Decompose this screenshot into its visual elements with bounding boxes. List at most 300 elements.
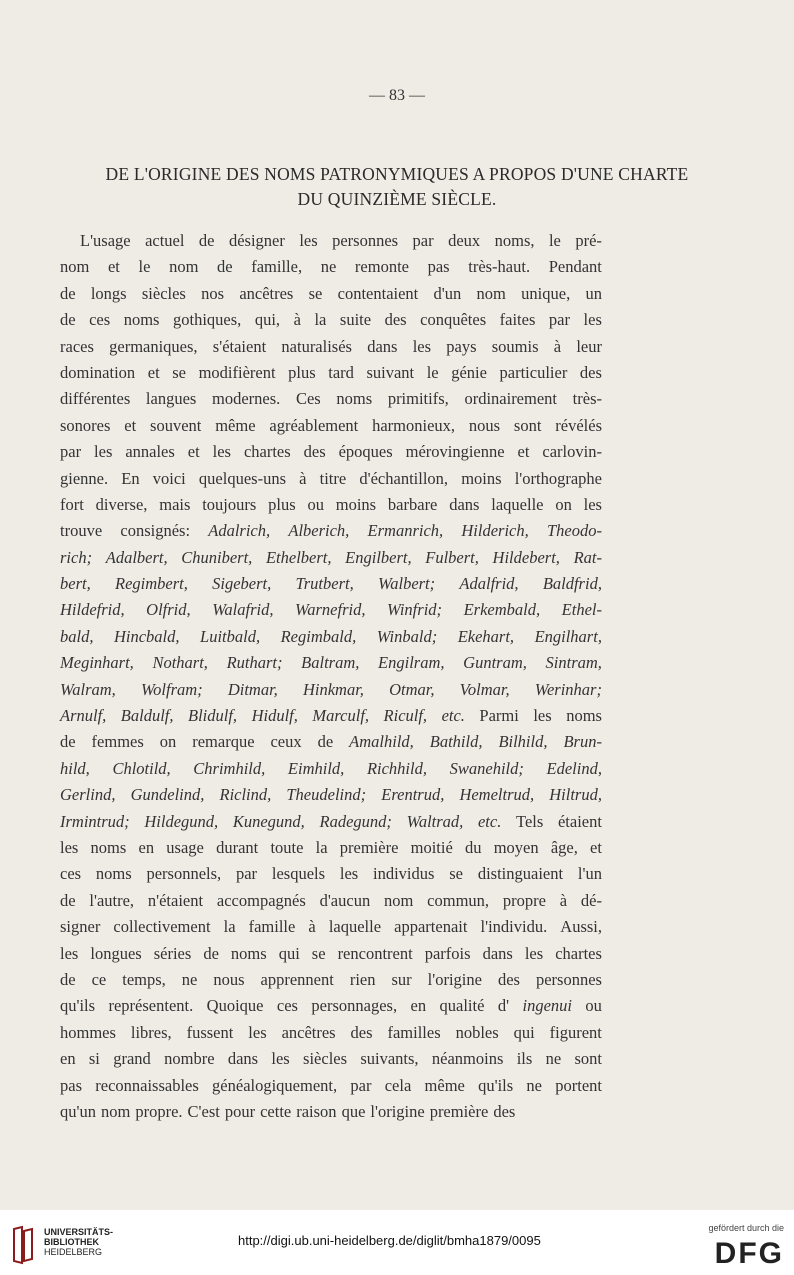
text-word: modernes. bbox=[212, 389, 281, 409]
text-word: on bbox=[555, 494, 572, 514]
text-word: de bbox=[203, 943, 219, 963]
text-word: à bbox=[293, 310, 301, 330]
text-word: et bbox=[187, 442, 200, 462]
text-word: Ditmar, bbox=[227, 679, 278, 699]
text-word: révélés bbox=[555, 415, 602, 435]
text-word: Brun- bbox=[563, 732, 602, 752]
text-word: Irmintrud; bbox=[60, 811, 130, 831]
text-word: Guntram, bbox=[463, 653, 527, 673]
text-word: longues bbox=[90, 943, 142, 963]
text-word: dans bbox=[367, 336, 398, 356]
text-word: propre bbox=[502, 890, 546, 910]
text-word: individus bbox=[373, 864, 435, 884]
text-word: qu'ils bbox=[60, 996, 96, 1016]
text-word: siècles bbox=[141, 283, 186, 303]
text-word: ou bbox=[307, 494, 324, 514]
text-word: Werinhar; bbox=[534, 679, 602, 699]
text-word: qui, bbox=[254, 310, 281, 330]
text-line bbox=[60, 307, 602, 333]
text-line bbox=[60, 941, 602, 967]
text-word: hommes bbox=[60, 1022, 116, 1042]
text-word: domination bbox=[60, 362, 136, 382]
text-word: Alberich, bbox=[288, 521, 350, 541]
text-word: Engilbert, bbox=[345, 547, 412, 567]
text-line bbox=[60, 466, 602, 492]
text-word: Gerlind, bbox=[60, 785, 116, 805]
text-line bbox=[60, 835, 602, 861]
library-name-line-2: BIBLIOTHEK bbox=[44, 1237, 99, 1247]
text-word: les bbox=[299, 231, 318, 250]
text-word: Olfrid, bbox=[146, 600, 191, 620]
text-word: même bbox=[424, 1075, 465, 1095]
text-word: ne bbox=[545, 1049, 562, 1069]
text-word: unique, bbox=[521, 283, 571, 303]
text-word: titre bbox=[319, 468, 347, 488]
text-word: Hincbald, bbox=[113, 626, 180, 646]
text-word: d'aucun bbox=[319, 890, 371, 910]
text-line bbox=[60, 545, 602, 571]
text-word: de bbox=[317, 732, 334, 752]
text-word: et bbox=[107, 257, 120, 277]
text-line bbox=[60, 360, 602, 386]
text-word: les bbox=[212, 442, 231, 462]
text-word: hild, bbox=[60, 758, 90, 778]
text-word: d'échantillon, bbox=[359, 468, 449, 488]
text-word: séries bbox=[153, 943, 192, 963]
text-word: noms bbox=[95, 864, 132, 884]
text-word: de bbox=[198, 231, 215, 250]
text-word: modifièrent bbox=[198, 362, 276, 382]
text-word: s'étaient bbox=[212, 336, 267, 356]
text-word: nombre bbox=[164, 1049, 215, 1069]
text-word: Chrimhild, bbox=[193, 758, 266, 778]
text-word: Hiltrud, bbox=[549, 785, 602, 805]
text-word: propre. bbox=[135, 1101, 183, 1121]
text-word: Winfrid; bbox=[387, 600, 443, 620]
source-url-link[interactable]: http://digi.ub.uni-heidelberg.de/diglit/bmha1879/0095 bbox=[238, 1233, 541, 1248]
text-word: bert, bbox=[60, 574, 91, 594]
text-word: consignés: bbox=[120, 521, 191, 541]
text-word: Adalrich, bbox=[208, 521, 271, 541]
text-word: Engilhart, bbox=[534, 626, 602, 646]
text-line bbox=[60, 782, 602, 808]
text-word: les bbox=[248, 1022, 267, 1042]
text-word: L'usage bbox=[80, 231, 131, 250]
title-line-2: DU QUINZIÈME SIÈCLE. bbox=[297, 189, 497, 209]
text-word: tard bbox=[328, 362, 354, 382]
text-word: portent bbox=[555, 1075, 602, 1095]
text-word: remonte bbox=[354, 257, 409, 277]
text-word: personnes bbox=[535, 969, 602, 989]
text-word: Hildegund, bbox=[144, 811, 219, 831]
text-word: moitié bbox=[410, 837, 453, 857]
text-word: se bbox=[172, 362, 186, 382]
text-word: Rat- bbox=[573, 547, 602, 567]
text-line bbox=[60, 1046, 602, 1072]
text-word: ces bbox=[60, 864, 82, 884]
text-word: des bbox=[493, 1101, 516, 1121]
text-word: des bbox=[303, 442, 326, 462]
text-word: noms bbox=[90, 837, 127, 857]
text-word: distinguaient bbox=[477, 864, 564, 884]
text-word: Baldulf, bbox=[120, 706, 174, 726]
text-word: laquelle bbox=[491, 494, 544, 514]
text-word: d'un bbox=[433, 283, 462, 303]
text-line bbox=[60, 518, 602, 544]
text-word: se bbox=[449, 864, 464, 884]
university-library-logo-icon bbox=[10, 1225, 36, 1265]
text-word: cette bbox=[260, 1101, 292, 1121]
text-word: qu'ils bbox=[478, 1075, 514, 1095]
text-word: dans bbox=[449, 494, 480, 514]
text-word: longs bbox=[90, 283, 127, 303]
text-word: Baltram, bbox=[301, 653, 360, 673]
text-word: et bbox=[147, 362, 160, 382]
text-word: désigner bbox=[228, 231, 285, 250]
text-word: noms, bbox=[494, 231, 535, 250]
text-word: nos bbox=[201, 283, 225, 303]
text-word: mais bbox=[159, 494, 191, 514]
text-word: apprennent bbox=[260, 969, 334, 989]
text-line bbox=[60, 861, 602, 887]
text-word: raison bbox=[296, 1101, 337, 1121]
text-word: et bbox=[124, 415, 137, 435]
text-line bbox=[60, 571, 602, 597]
text-word: toujours bbox=[202, 494, 257, 514]
text-word: gienne. bbox=[60, 468, 109, 488]
text-line bbox=[60, 809, 602, 835]
text-word: Otmar, bbox=[389, 679, 435, 699]
text-word: les bbox=[583, 310, 602, 330]
text-line bbox=[60, 624, 602, 650]
text-word: Regimbert, bbox=[114, 574, 188, 594]
text-word: toute bbox=[270, 837, 304, 857]
text-word: l'individu. bbox=[480, 917, 548, 937]
text-word: Chunibert, bbox=[181, 547, 253, 567]
text-word: Chlotild, bbox=[112, 758, 171, 778]
library-name-line-3: HEIDELBERG bbox=[44, 1247, 103, 1257]
text-word: mérovingienne bbox=[405, 442, 505, 462]
text-word: remarque bbox=[192, 732, 255, 752]
text-word: commun, bbox=[427, 890, 490, 910]
text-word: Edelind, bbox=[546, 758, 602, 778]
text-word: fort bbox=[60, 494, 84, 514]
text-word: nom bbox=[476, 283, 506, 303]
text-word: Winbald; bbox=[376, 626, 438, 646]
text-word: conquêtes bbox=[420, 310, 487, 330]
text-word: des bbox=[350, 1022, 373, 1042]
text-word: ancêtres bbox=[239, 283, 294, 303]
text-word: etc. bbox=[441, 706, 465, 726]
text-word: Ces bbox=[295, 389, 321, 409]
text-word: Fulbert, bbox=[425, 547, 479, 567]
text-word: ce bbox=[91, 969, 107, 989]
library-name-line-1: UNIVERSITÄTS- bbox=[44, 1227, 114, 1237]
text-word: parfois bbox=[424, 943, 471, 963]
text-word: de bbox=[60, 890, 76, 910]
text-word: à bbox=[553, 336, 562, 356]
text-word: se bbox=[308, 283, 323, 303]
text-word: nom bbox=[169, 257, 199, 277]
text-word: barbare bbox=[387, 494, 438, 514]
text-word: la bbox=[314, 310, 327, 330]
text-word: etc. bbox=[477, 811, 502, 831]
text-line bbox=[60, 281, 602, 307]
text-line bbox=[60, 439, 602, 465]
text-word: de bbox=[217, 257, 233, 277]
text-word: siècles bbox=[303, 1049, 348, 1069]
text-word: par bbox=[350, 1075, 372, 1095]
text-word: nous bbox=[468, 415, 501, 435]
text-word: germaniques, bbox=[109, 336, 198, 356]
text-word: sur bbox=[391, 969, 412, 989]
text-word: ces bbox=[276, 996, 298, 1016]
text-word: cela bbox=[384, 1075, 412, 1095]
text-word: les bbox=[533, 706, 552, 726]
text-word: de bbox=[60, 283, 76, 303]
text-word: trouve bbox=[60, 521, 103, 541]
text-word: grand bbox=[113, 1049, 151, 1069]
text-word: ces bbox=[89, 310, 111, 330]
text-word: faites bbox=[499, 310, 536, 330]
text-word: très-haut. bbox=[468, 257, 531, 277]
text-word: Sintram, bbox=[545, 653, 602, 673]
text-word: des bbox=[579, 362, 602, 382]
footer-bar bbox=[0, 1210, 794, 1275]
text-word: nobles bbox=[455, 1022, 499, 1042]
text-word: âge, bbox=[550, 837, 578, 857]
text-word: Hildebert, bbox=[492, 547, 560, 567]
text-word: femmes bbox=[91, 732, 144, 752]
text-word: Adalbert, bbox=[105, 547, 168, 567]
text-word: Theodo- bbox=[546, 521, 602, 541]
text-line bbox=[60, 729, 602, 755]
text-line bbox=[60, 914, 602, 940]
text-word: par bbox=[412, 231, 434, 250]
text-word: personnes bbox=[332, 231, 399, 250]
text-word: si bbox=[88, 1049, 100, 1069]
text-word: chartes bbox=[243, 442, 291, 462]
text-word: bald, bbox=[60, 626, 94, 646]
text-word: les bbox=[583, 494, 602, 514]
text-word: de bbox=[60, 969, 76, 989]
text-word: Richhild, bbox=[366, 758, 427, 778]
text-word: moins bbox=[461, 468, 502, 488]
text-word: Quoique bbox=[206, 996, 264, 1016]
text-word: plus bbox=[268, 494, 296, 514]
body-text bbox=[60, 228, 602, 1125]
text-word: Riclind, bbox=[219, 785, 272, 805]
text-line bbox=[60, 967, 602, 993]
text-line bbox=[60, 228, 602, 254]
text-word: première bbox=[429, 1101, 489, 1121]
text-word: rien bbox=[349, 969, 376, 989]
text-word: nom bbox=[60, 257, 90, 277]
text-word: en bbox=[410, 996, 427, 1016]
dfg-funding-label: gefördert durch die bbox=[708, 1223, 784, 1233]
text-word: Luitbald, bbox=[200, 626, 261, 646]
text-word: Eimhild, bbox=[287, 758, 345, 778]
text-word: des bbox=[497, 969, 520, 989]
text-word: Hilderich, bbox=[461, 521, 529, 541]
text-word: familles bbox=[387, 1022, 441, 1042]
text-word: Radegund; bbox=[319, 811, 392, 831]
text-word: Marculf, bbox=[312, 706, 370, 726]
text-word: deux bbox=[448, 231, 481, 250]
text-word: famille bbox=[248, 917, 296, 937]
text-word: Ethel- bbox=[561, 600, 602, 620]
text-word: Ermanrich, bbox=[367, 521, 444, 541]
text-line bbox=[60, 756, 602, 782]
text-word: Pendant bbox=[548, 257, 602, 277]
text-word: en bbox=[60, 1049, 76, 1069]
text-line bbox=[60, 677, 602, 703]
text-word: pré- bbox=[575, 231, 602, 250]
text-word: dans bbox=[227, 1049, 259, 1069]
text-word: Regimbald, bbox=[280, 626, 357, 646]
text-word: Adalfrid, bbox=[459, 574, 519, 594]
text-word: Wolfram; bbox=[140, 679, 203, 699]
text-word: ou bbox=[585, 996, 602, 1016]
text-word: différentes bbox=[60, 389, 131, 409]
text-word: pays bbox=[446, 336, 477, 356]
text-word: noms bbox=[123, 310, 160, 330]
text-word: n'étaient bbox=[147, 890, 204, 910]
text-word: qu'un bbox=[60, 1101, 96, 1121]
text-word: signer bbox=[60, 917, 101, 937]
text-word: moins bbox=[335, 494, 377, 514]
text-word: Bathild, bbox=[429, 732, 483, 752]
text-line bbox=[60, 703, 602, 729]
text-word: Riculf, bbox=[383, 706, 428, 726]
text-word: Aussi, bbox=[560, 917, 602, 937]
text-line bbox=[60, 413, 602, 439]
text-word: Parmi bbox=[479, 706, 519, 726]
text-word: collectivement bbox=[113, 917, 211, 937]
text-word: suivants, bbox=[360, 1049, 419, 1069]
text-word: pas bbox=[60, 1075, 82, 1095]
text-word: fussent bbox=[186, 1022, 234, 1042]
text-word: appartenait bbox=[394, 917, 468, 937]
text-word: ceux bbox=[270, 732, 302, 752]
text-word: Theudelind; bbox=[286, 785, 367, 805]
text-word: naturalisés bbox=[281, 336, 352, 356]
text-word: les bbox=[271, 1049, 290, 1069]
text-word: l'un bbox=[577, 864, 602, 884]
text-word: pas bbox=[427, 257, 450, 277]
text-word: et bbox=[590, 837, 602, 857]
text-word: que bbox=[341, 1101, 366, 1121]
text-word: dans bbox=[482, 943, 513, 963]
text-word: et bbox=[517, 442, 530, 462]
text-word: généalogiquement, bbox=[212, 1075, 338, 1095]
text-word: gothiques, bbox=[173, 310, 242, 330]
text-word: ne bbox=[181, 969, 198, 989]
dfg-logo: DFG bbox=[714, 1237, 784, 1270]
text-word: rencontrent bbox=[337, 943, 413, 963]
text-word: se bbox=[311, 943, 326, 963]
text-word: nom bbox=[384, 890, 414, 910]
text-word: Walafrid, bbox=[212, 600, 274, 620]
text-word: Amalhild, bbox=[349, 732, 414, 752]
text-word: des bbox=[384, 310, 407, 330]
text-word: très- bbox=[572, 389, 602, 409]
text-word: qualité bbox=[439, 996, 485, 1016]
text-word: Erkembald, bbox=[463, 600, 541, 620]
text-word: moyen bbox=[493, 837, 539, 857]
text-word: particulier bbox=[499, 362, 568, 382]
text-line bbox=[60, 888, 602, 914]
text-word: Arnulf, bbox=[60, 706, 107, 726]
text-word: génie bbox=[451, 362, 487, 382]
text-word: à bbox=[299, 468, 307, 488]
text-word: lesquels bbox=[271, 864, 326, 884]
text-word: soumis bbox=[491, 336, 539, 356]
text-word: les bbox=[60, 837, 79, 857]
text-word: figurent bbox=[549, 1022, 602, 1042]
text-word: la bbox=[315, 837, 328, 857]
text-line bbox=[60, 386, 602, 412]
text-word: ingenui bbox=[522, 996, 572, 1016]
text-word: agréablement bbox=[269, 415, 359, 435]
text-line bbox=[60, 597, 602, 623]
text-word: En bbox=[121, 468, 140, 488]
text-word: Baldfrid, bbox=[542, 574, 602, 594]
text-word: noms bbox=[230, 943, 267, 963]
text-word: annales bbox=[125, 442, 175, 462]
text-word: personnels, bbox=[146, 864, 222, 884]
text-word: durant bbox=[216, 837, 259, 857]
text-word: races bbox=[60, 336, 94, 356]
text-word: primitifs, bbox=[387, 389, 449, 409]
text-word: sont bbox=[574, 1049, 602, 1069]
text-word: les bbox=[94, 442, 113, 462]
text-line bbox=[60, 1099, 602, 1125]
text-word: Tels bbox=[516, 811, 544, 831]
text-word: Hidulf, bbox=[251, 706, 298, 726]
text-word: Blidulf, bbox=[188, 706, 238, 726]
text-word: personnages, bbox=[311, 996, 398, 1016]
text-word: pour bbox=[224, 1101, 256, 1121]
text-word: sonores bbox=[60, 415, 111, 435]
text-word: les bbox=[524, 943, 544, 963]
text-word: qui bbox=[513, 1022, 535, 1042]
text-word: un bbox=[585, 283, 602, 303]
text-word: qui bbox=[278, 943, 300, 963]
text-line bbox=[60, 492, 602, 518]
text-word: représentent. bbox=[108, 996, 194, 1016]
text-word: le bbox=[548, 231, 561, 250]
text-word: Ekehart, bbox=[457, 626, 515, 646]
text-word: l'origine bbox=[370, 1101, 425, 1121]
text-word: par bbox=[548, 310, 570, 330]
text-word: chartes bbox=[555, 943, 602, 963]
page-number: — 83 — bbox=[369, 87, 425, 104]
text-word: à bbox=[308, 917, 316, 937]
text-word: Ruthart; bbox=[226, 653, 283, 673]
text-word: usage bbox=[166, 837, 204, 857]
text-word: Walram, bbox=[60, 679, 116, 699]
text-word: Hinkmar, bbox=[302, 679, 364, 699]
text-word: Hemeltrud, bbox=[459, 785, 535, 805]
text-word: on bbox=[159, 732, 177, 752]
text-word: accompagnés bbox=[216, 890, 306, 910]
text-word: langues bbox=[145, 389, 197, 409]
text-word: harmonieux, bbox=[372, 415, 456, 435]
text-word: famille, bbox=[251, 257, 303, 277]
text-word: première bbox=[339, 837, 399, 857]
text-word: rich; bbox=[60, 547, 93, 567]
